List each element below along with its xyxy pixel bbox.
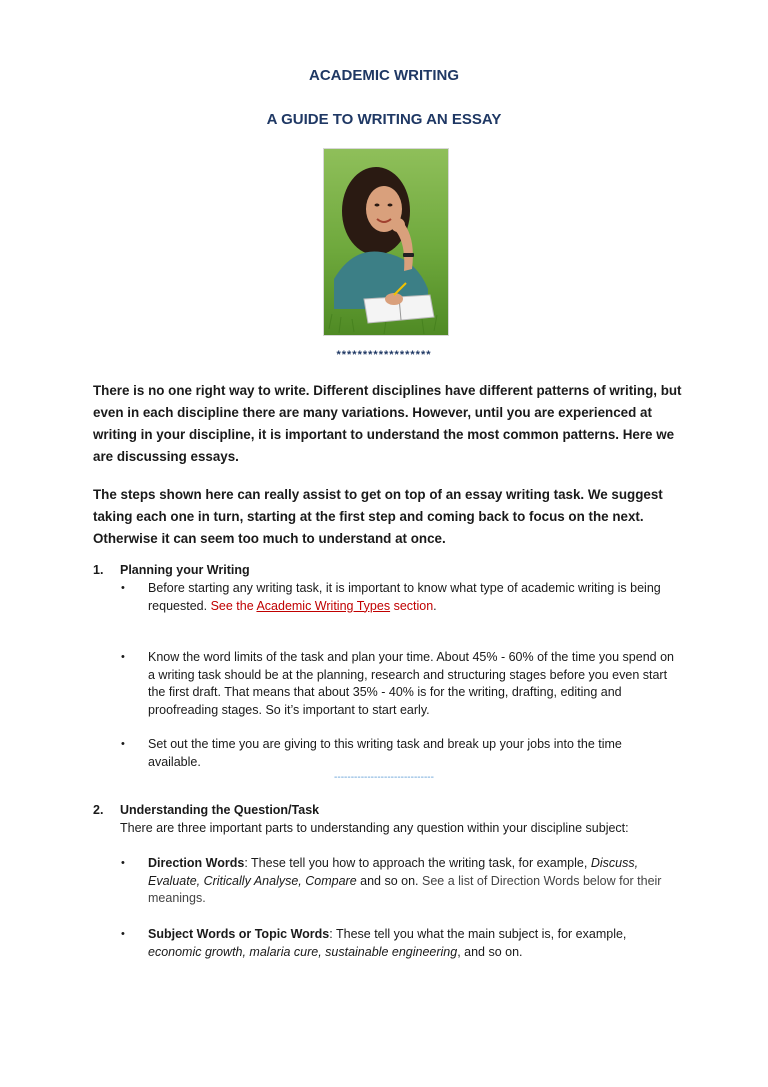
section-1-bullet-1-text: Before starting any writing task, it is important to know what type of academic writing is being requested.	[148, 581, 661, 613]
doc-subtitle: A GUIDE TO WRITING AN ESSAY	[266, 111, 502, 128]
section-separator: ------------------------------	[334, 772, 434, 783]
doc-title: ACADEMIC WRITING	[309, 67, 459, 84]
academic-writing-types-link-suffix: section	[393, 598, 434, 613]
student-photo-illustration	[324, 149, 448, 335]
section-1-bullet-2: Know the word limits of the task and plan your time. About 45% - 60% of the time you spend on a writing task should be at the planning, research and structuring stages before you even start the first draft. That means that about 35% - 40% is for the writing, drafting, editing and proofreading stages. So it’s important to start early.	[148, 650, 674, 717]
intro-paragraph-1: There is no one right way to write. Different disciplines have different patterns of writing, but even in each discipline there are many variations. However, until you are experienced at writing in your discipline, it is important to understand the most common patterns. Here we are discussing essays.	[93, 383, 682, 464]
bullet-glyph: •	[121, 928, 125, 940]
bullet-glyph: •	[121, 651, 125, 663]
bullet-glyph: •	[121, 857, 125, 869]
direction-words-term: Direction Words	[148, 856, 245, 870]
student-photo	[323, 148, 449, 336]
bullet-glyph: •	[121, 582, 125, 594]
academic-writing-types-link[interactable]: Academic Writing Types	[256, 598, 391, 613]
section-2-title: Understanding the Question/Task	[120, 803, 320, 817]
section-1-title: Planning your Writing	[120, 563, 250, 577]
section-2-bullet-1	[148, 855, 678, 908]
academic-writing-types-link-prefix: See the	[210, 598, 254, 613]
subject-words-examples: economic growth, malaria cure, sustainable engineering	[148, 944, 458, 959]
section-2-number: 2.	[93, 803, 104, 817]
section-2-bullet-1-text: : These tell you how to approach the writing task, for example,	[244, 856, 588, 870]
stars-divider: ******************	[336, 349, 432, 361]
direction-words-examples: Discuss, Evaluate, Critically Analyse, Compare	[148, 856, 639, 888]
section-2-bullet-2	[148, 926, 678, 961]
section-1-bullet-1-end: .	[433, 598, 437, 613]
section-1-bullet-3: Set out the time you are giving to this writing task and break up your jobs into the time available.	[148, 737, 622, 769]
section-2-intro: There are three important parts to understanding any question within your discipline subject:	[120, 821, 629, 835]
bullet-glyph: •	[121, 738, 125, 750]
subject-words-term: Subject Words or Topic Words	[148, 927, 330, 941]
direction-words-link[interactable]: See a list of Direction Words below for their meanings.	[148, 873, 662, 905]
section-2-bullet-2-after: , and so on.	[457, 944, 523, 959]
intro-paragraph-2: The steps shown here can really assist to get on top of an essay writing task. We suggest taking each one in turn, starting at the first step and coming back to focus on the next. Otherwise it can seem too much to understand at once.	[93, 487, 663, 546]
section-1-bullet-1	[148, 580, 678, 615]
section-2-bullet-1-after: and so on.	[360, 873, 419, 888]
section-1-number: 1.	[93, 563, 104, 577]
section-2-bullet-2-text: : These tell you what the main subject is, for example,	[329, 927, 627, 941]
